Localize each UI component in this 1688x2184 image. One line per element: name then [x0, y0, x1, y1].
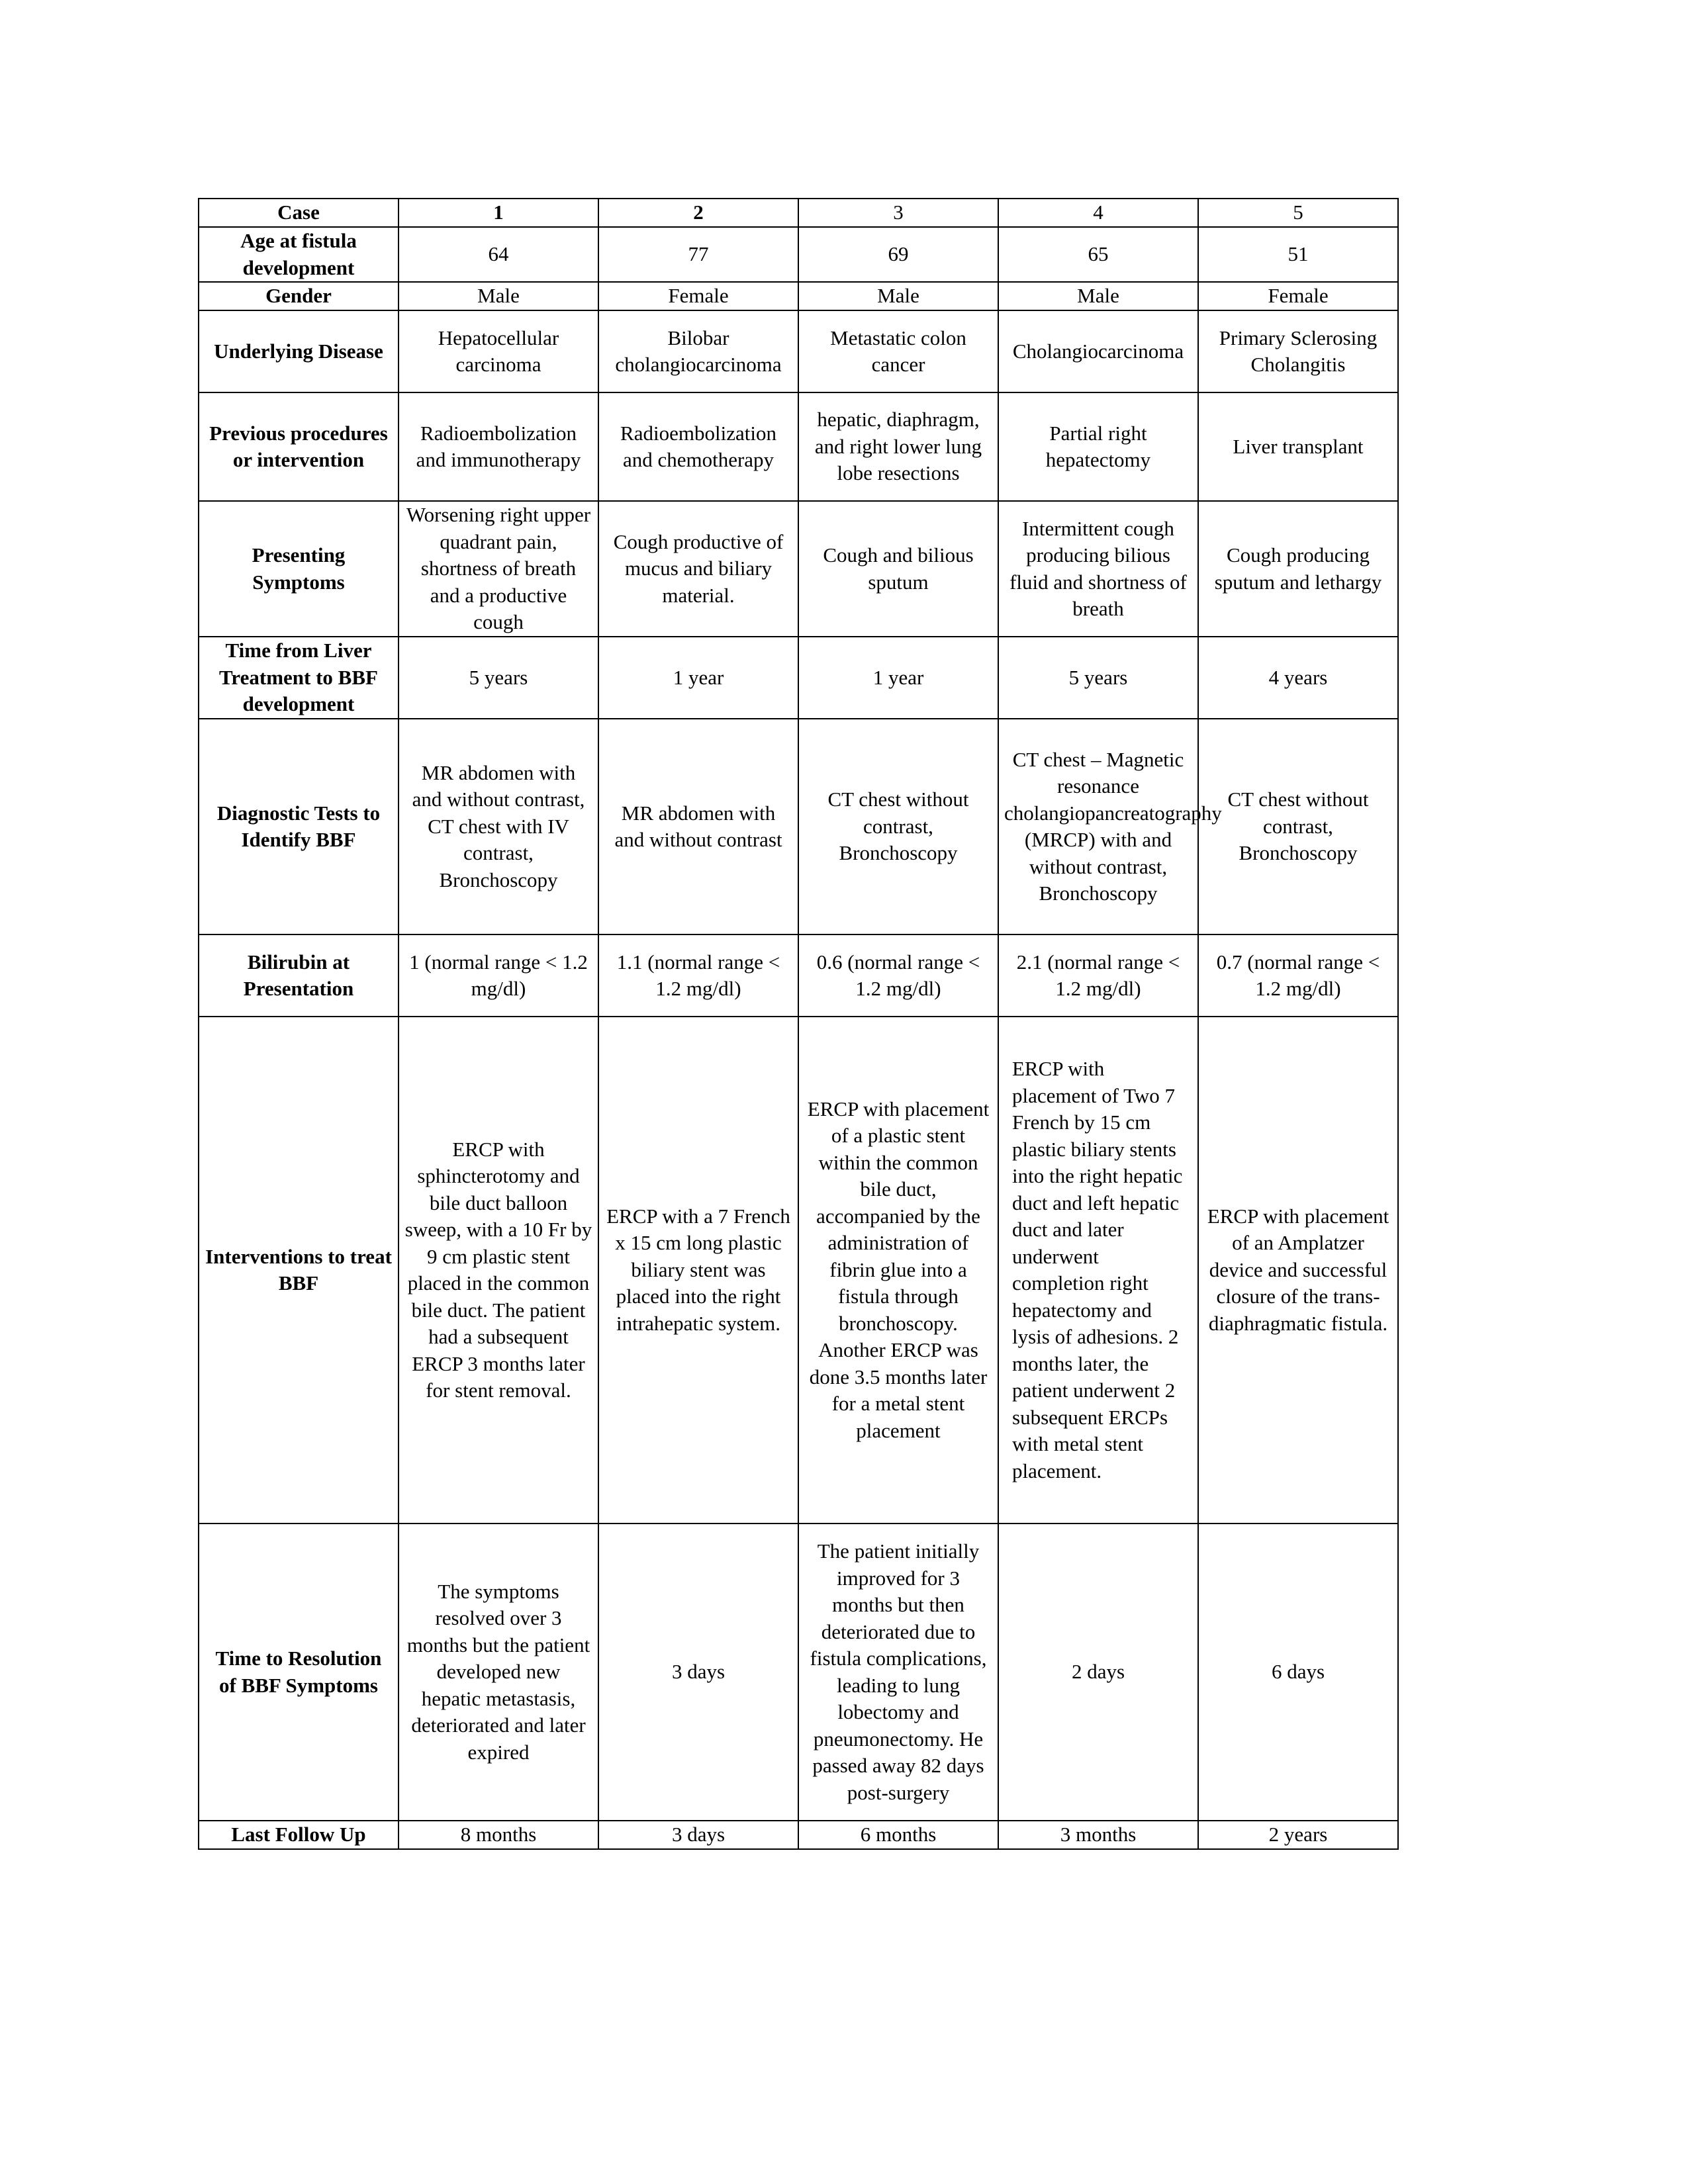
table-cell: ERCP with a 7 French x 15 cm long plastic biliary stent was placed into the right intrahepatic system.	[598, 1017, 798, 1524]
table-cell: 69	[798, 227, 998, 282]
table-cell: 64	[399, 227, 598, 282]
row-label: Gender	[199, 282, 399, 310]
row-label: Time from Liver Treatment to BBF development	[199, 637, 399, 719]
table-cell: 2.1 (normal range < 1.2 mg/dl)	[998, 934, 1198, 1017]
header-row	[199, 199, 1398, 227]
table-cell: Radioembolization and immunotherapy	[399, 392, 598, 501]
table-cell: Metastatic colon cancer	[798, 310, 998, 392]
table-cell: ERCP with sphincterotomy and bile duct balloon sweep, with a 10 Fr by 9 cm plastic stent placed in the common bile duct. The patient had a subsequent ERCP 3 months later for stent removal.	[399, 1017, 598, 1524]
table-cell: MR abdomen with and without contrast, CT chest with IV contrast, Bronchoscopy	[399, 719, 598, 934]
table-row-diagnostic-tests	[199, 719, 1398, 934]
table-cell: Partial right hepatectomy	[998, 392, 1198, 501]
table-cell: 1 year	[598, 637, 798, 719]
table-cell: hepatic, diaphragm, and right lower lung lobe resections	[798, 392, 998, 501]
table-cell: The symptoms resolved over 3 months but the patient developed new hepatic metastasis, deteriorated and later expired	[399, 1524, 598, 1821]
row-label: Time to Resolution of BBF Symptoms	[199, 1524, 399, 1821]
table-cell: Cough and bilious sputum	[798, 501, 998, 637]
table-row-age	[199, 227, 1398, 282]
table-cell: Liver transplant	[1198, 392, 1398, 501]
table-cell: 5 years	[998, 637, 1198, 719]
table-cell: 51	[1198, 227, 1398, 282]
table-row-interventions	[199, 1017, 1398, 1524]
row-label: Age at fistula development	[199, 227, 399, 282]
case-number-cell: 3	[798, 199, 998, 227]
table-row-time-to-resolution	[199, 1524, 1398, 1821]
table-cell: ERCP with placement of an Amplatzer device and successful closure of the trans-diaphragmatic fistula.	[1198, 1017, 1398, 1524]
case-number-cell: 1	[399, 199, 598, 227]
row-label: Interventions to treat BBF	[199, 1017, 399, 1524]
table-cell: ERCP with placement of a plastic stent within the common bile duct, accompanied by the administration of fibrin glue into a fistula through bronchoscopy. Another ERCP was done 3.5 months later for a metal stent placement	[798, 1017, 998, 1524]
table-cell: 0.6 (normal range < 1.2 mg/dl)	[798, 934, 998, 1017]
table-cell: 8 months	[399, 1821, 598, 1849]
table-row-presenting-symptoms	[199, 501, 1398, 637]
table-cell: CT chest without contrast, Bronchoscopy	[1198, 719, 1398, 934]
table-row-bilirubin	[199, 934, 1398, 1017]
table-cell: Intermittent cough producing bilious fluid and shortness of breath	[998, 501, 1198, 637]
table-cell: 6 days	[1198, 1524, 1398, 1821]
table-cell: 77	[598, 227, 798, 282]
table-cell: Bilobar cholangiocarcinoma	[598, 310, 798, 392]
table-cell: 3 days	[598, 1524, 798, 1821]
table-row-last-follow-up	[199, 1821, 1398, 1849]
table-cell: Female	[598, 282, 798, 310]
table-cell: 2 years	[1198, 1821, 1398, 1849]
table-cell: ERCP with placement of Two 7 French by 15 cm plastic biliary stents into the right hepatic duct and left hepatic duct and later underwent completion right hepatectomy and lysis of adhesions. 2 months later, the patient underwent 2 subsequent ERCPs with metal stent placement.	[998, 1017, 1198, 1524]
table-cell: MR abdomen with and without contrast	[598, 719, 798, 934]
table-row-underlying-disease	[199, 310, 1398, 392]
case-table	[198, 198, 1399, 1850]
case-number-cell: 2	[598, 199, 798, 227]
table-cell: 0.7 (normal range < 1.2 mg/dl)	[1198, 934, 1398, 1017]
row-label: Presenting Symptoms	[199, 501, 399, 637]
table-cell: CT chest – Magnetic resonance cholangiopancreatography (MRCP) with and without contrast, Bronchoscopy	[998, 719, 1198, 934]
table-cell: 4 years	[1198, 637, 1398, 719]
table-row-previous-procedures	[199, 392, 1398, 501]
table-cell: 6 months	[798, 1821, 998, 1849]
table-cell: The patient initially improved for 3 months but then deteriorated due to fistula complications, leading to lung lobectomy and pneumonectomy. He passed away 82 days post-surgery	[798, 1524, 998, 1821]
table-cell: Radioembolization and chemotherapy	[598, 392, 798, 501]
table-cell: Female	[1198, 282, 1398, 310]
row-label: Last Follow Up	[199, 1821, 399, 1849]
table-cell: Cough productive of mucus and biliary material.	[598, 501, 798, 637]
row-label: Bilirubin at Presentation	[199, 934, 399, 1017]
row-label: Previous procedures or intervention	[199, 392, 399, 501]
table-cell: 1 (normal range < 1.2 mg/dl)	[399, 934, 598, 1017]
table-cell: CT chest without contrast, Bronchoscopy	[798, 719, 998, 934]
table-cell: Male	[399, 282, 598, 310]
table-cell: Hepatocellular carcinoma	[399, 310, 598, 392]
table-cell: 3 months	[998, 1821, 1198, 1849]
case-number-cell: 5	[1198, 199, 1398, 227]
table-cell: 2 days	[998, 1524, 1198, 1821]
row-label: Underlying Disease	[199, 310, 399, 392]
header-label-cell: Case	[199, 199, 399, 227]
table-cell: Cholangiocarcinoma	[998, 310, 1198, 392]
table-cell: Male	[998, 282, 1198, 310]
table-cell: 3 days	[598, 1821, 798, 1849]
table-row-gender	[199, 282, 1398, 310]
table-cell: Male	[798, 282, 998, 310]
table-cell: 1.1 (normal range < 1.2 mg/dl)	[598, 934, 798, 1017]
table-cell: 65	[998, 227, 1198, 282]
case-number-cell: 4	[998, 199, 1198, 227]
row-label: Diagnostic Tests to Identify BBF	[199, 719, 399, 934]
table-cell: Worsening right upper quadrant pain, shortness of breath and a productive cough	[399, 501, 598, 637]
table-cell: 1 year	[798, 637, 998, 719]
table-cell: Primary Sclerosing Cholangitis	[1198, 310, 1398, 392]
table-row-time-to-bbf	[199, 637, 1398, 719]
table-cell: 5 years	[399, 637, 598, 719]
table-cell: Cough producing sputum and lethargy	[1198, 501, 1398, 637]
